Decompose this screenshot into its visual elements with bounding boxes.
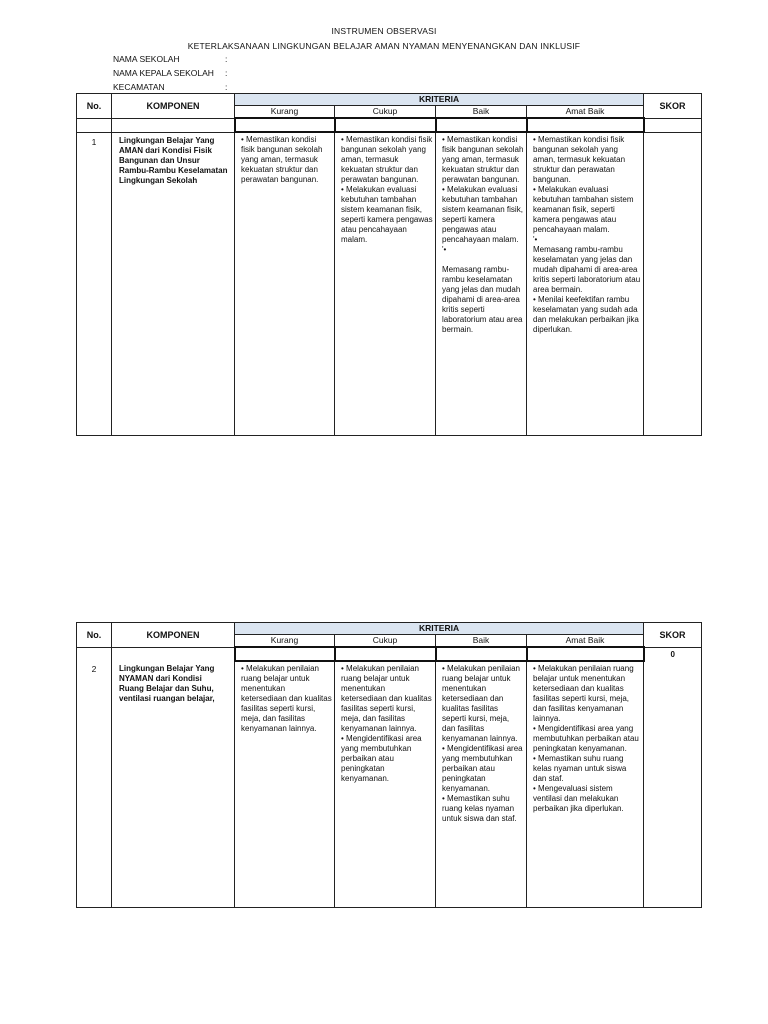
score-box[interactable] — [527, 647, 644, 661]
row-skor[interactable]: 0 — [644, 647, 702, 907]
meta-colon: : — [225, 54, 228, 64]
meta-label: NAMA SEKOLAH — [113, 54, 180, 64]
score-box[interactable] — [527, 118, 644, 132]
header-amat-baik: Amat Baik — [527, 106, 644, 119]
meta-nama-kepala-sekolah — [113, 68, 227, 78]
header-baik: Baik — [436, 106, 527, 119]
header-cukup: Cukup — [335, 635, 436, 648]
meta-label: NAMA KEPALA SEKOLAH — [113, 68, 214, 78]
criteria-kurang: • Melakukan penilaian ruang belajar untuk menentukan ketersediaan dan kualitas fasilitas seperti kursi, meja, dan fasilitas kenyamanan lainnya. — [235, 661, 335, 907]
spacer-cell — [112, 118, 235, 132]
row-number: 2 — [77, 647, 112, 907]
header-cukup: Cukup — [335, 106, 436, 119]
header-baik: Baik — [436, 635, 527, 648]
header-kurang: Kurang — [235, 106, 335, 119]
header-skor: SKOR — [644, 623, 702, 648]
criteria-amat-baik: • Memastikan kondisi fisik bangunan sekolah yang aman, termasuk kekuatan struktur dan perawatan bangunan. • Melakukan evaluasi kebutuhan tambahan sistem keamanan fisik, seperti kamera pengawas atau pencahayaan malam. '• Memasang rambu-rambu keselamatan yang jelas dan mudah dipahami di area-area kritis seperti laboratorium atau area bermain. • Menilai keefektifan rambu keselamatan yang sudah ada dan melakukan perbaikan jika diperlukan. — [527, 132, 644, 435]
header-no: No. — [77, 623, 112, 648]
meta-kecamatan — [113, 82, 227, 92]
row-komponen: Lingkungan Belajar Yang AMAN dari Kondisi Fisik Bangunan dan Unsur Rambu-Rambu Keselamatan Lingkungan Sekolah — [112, 132, 235, 435]
row-komponen: Lingkungan Belajar Yang NYAMAN dari Kondisi Ruang Belajar dan Suhu, ventilasi ruangan belajar, — [112, 647, 235, 907]
score-box[interactable] — [436, 118, 527, 132]
document-title: INSTRUMEN OBSERVASI — [331, 26, 437, 36]
score-box[interactable] — [235, 118, 335, 132]
table-row — [77, 132, 702, 435]
score-box[interactable] — [335, 647, 436, 661]
criteria-baik: • Memastikan kondisi fisik bangunan sekolah yang aman, termasuk kekuatan struktur dan perawatan bangunan. • Melakukan evaluasi kebutuhan tambahan sistem keamanan fisik, seperti kamera pengawas atau pencahayaan malam. '• Memasang rambu-rambu keselamatan yang jelas dan mudah dipahami di area-area kritis seperti laboratorium atau area bermain. — [436, 132, 527, 435]
criteria-cukup: • Melakukan penilaian ruang belajar untuk menentukan ketersediaan dan kualitas fasilitas seperti kursi, meja, dan fasilitas kenyamanan lainnya. • Mengidentifikasi area yang membutuhkan perbaikan atau peningkatan kenyamanan. — [335, 661, 436, 907]
document-subtitle: KETERLAKSANAAN LINGKUNGAN BELAJAR AMAN NYAMAN MENYENANGKAN DAN INKLUSIF — [187, 41, 581, 51]
header-amat-baik: Amat Baik — [527, 635, 644, 648]
header-komponen: KOMPONEN — [112, 623, 235, 648]
criteria-kurang: • Memastikan kondisi fisik bangunan sekolah yang aman, termasuk kekuatan struktur dan perawatan bangunan. — [235, 132, 335, 435]
criteria-amat-baik: • Melakukan penilaian ruang belajar untuk menentukan ketersediaan dan kualitas fasilitas seperti kursi, meja, dan fasilitas kenyamanan lainnya. • Mengidentifikasi area yang membutuhkan perbaikan atau peningkatan kenyamanan. • Memastikan suhu ruang kelas nyaman untuk siswa dan staf. • Mengevaluasi sistem ventilasi dan melakukan perbaikan jika diperlukan. — [527, 661, 644, 907]
header-komponen: KOMPONEN — [112, 94, 235, 119]
row-number: 1 — [77, 132, 112, 435]
observation-table-1 — [76, 93, 702, 436]
header-kurang: Kurang — [235, 635, 335, 648]
header-kriteria: KRITERIA — [235, 94, 644, 106]
score-box[interactable] — [235, 647, 335, 661]
observation-table-2 — [76, 622, 702, 908]
header-no: No. — [77, 94, 112, 119]
criteria-cukup: • Memastikan kondisi fisik bangunan sekolah yang aman, termasuk kekuatan struktur dan perawatan bangunan. • Melakukan evaluasi kebutuhan tambahan sistem keamanan fisik, seperti kamera pengawas atau pencahayaan malam. — [335, 132, 436, 435]
score-box[interactable] — [436, 647, 527, 661]
meta-colon: : — [225, 68, 228, 78]
header-kriteria: KRITERIA — [235, 623, 644, 635]
score-box[interactable] — [335, 118, 436, 132]
meta-label: KECAMATAN — [113, 82, 165, 92]
row-skor[interactable] — [644, 132, 702, 435]
spacer-cell — [77, 118, 112, 132]
meta-nama-sekolah — [113, 54, 227, 64]
spacer-cell — [644, 118, 702, 132]
criteria-baik: • Melakukan penilaian ruang belajar untuk menentukan ketersediaan dan kualitas fasilitas seperti kursi, meja, dan fasilitas kenyamanan lainnya. • Mengidentifikasi area yang membutuhkan perbaikan atau peningkatan kenyamanan. • Memastikan suhu ruang kelas nyaman untuk siswa dan staf. — [436, 661, 527, 907]
meta-colon: : — [225, 82, 228, 92]
header-skor: SKOR — [644, 94, 702, 119]
